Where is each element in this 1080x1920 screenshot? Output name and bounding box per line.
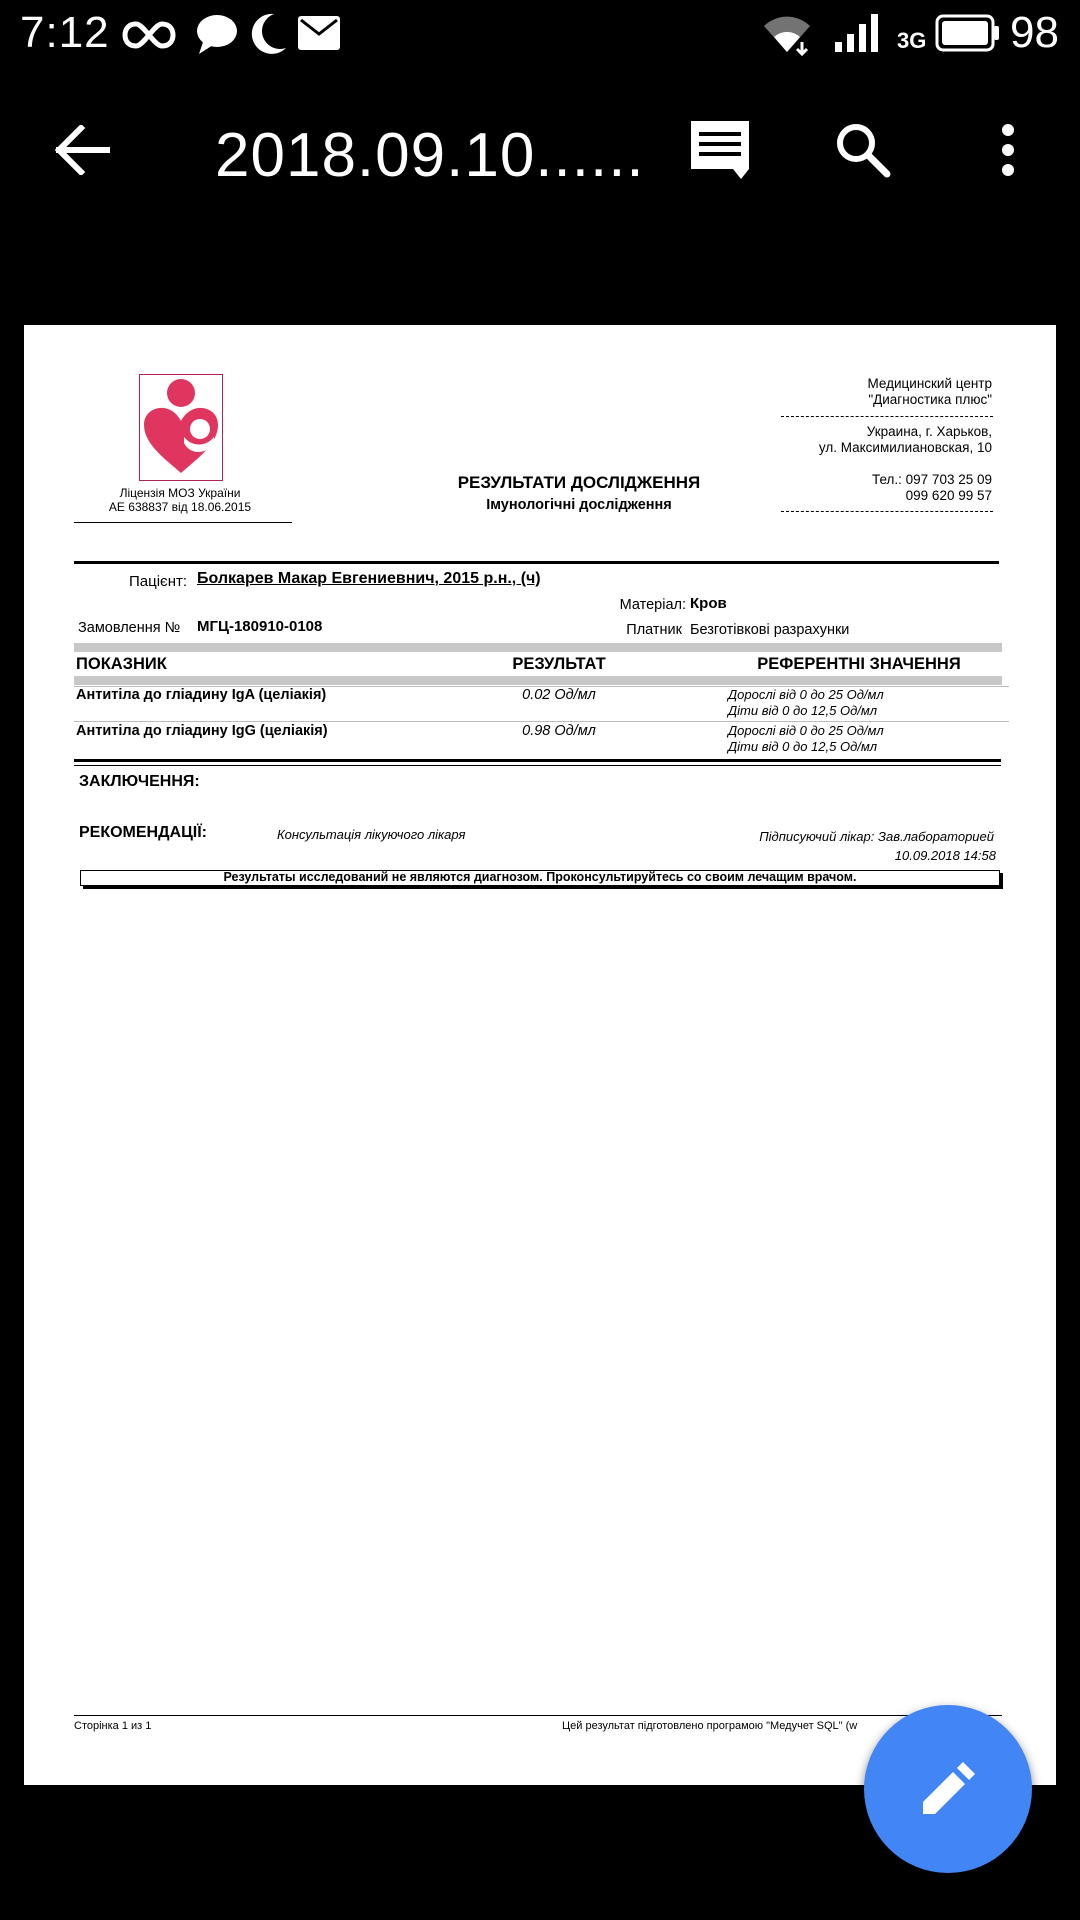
conclusion-label: ЗАКЛЮЧЕННЯ: <box>79 773 200 790</box>
material-value: Кров <box>690 595 727 612</box>
material-label: Матеріал: <box>619 597 686 613</box>
row-2-indicator: Антитіла до гліадину IgG (целіакія) <box>76 723 328 739</box>
header-rule <box>74 561 999 564</box>
signed-datetime: 10.09.2018 14:58 <box>894 848 996 863</box>
order-value: МГЦ-180910-0108 <box>197 618 323 635</box>
row-1-result: 0.02 Од/мл <box>522 687 596 703</box>
clinic-logo <box>139 374 223 481</box>
license-line-2: АЕ 638837 від 18.06.2015 <box>108 500 252 514</box>
row-1-indicator: Антитіла до гліадину IgA (целіакія) <box>76 687 327 703</box>
footer-rule <box>74 1715 1002 1716</box>
status-time: 7:12 <box>20 8 110 57</box>
clinic-divider-1 <box>781 416 993 417</box>
footer-page-number: Сторінка 1 из 1 <box>74 1720 152 1732</box>
search-button[interactable] <box>818 105 908 195</box>
column-header-indicator: ПОКАЗНИК <box>76 655 167 673</box>
column-header-reference: РЕФЕРЕНТНІ ЗНАЧЕННЯ <box>757 655 961 673</box>
moon-icon <box>248 12 288 61</box>
row-2-ref-child: Діти від 0 до 12,5 Од/мл <box>728 739 878 754</box>
row-2-ref-adult: Дорослі від 0 до 25 Од/мл <box>728 723 884 738</box>
infinity-icon <box>122 20 176 55</box>
table-bottom-rule-thin <box>74 765 1001 766</box>
more-vert-icon <box>1000 122 1016 178</box>
license-line-1: Ліцензія МОЗ України <box>119 486 241 500</box>
order-label: Замовлення № <box>78 620 181 636</box>
report-title: РЕЗУЛЬТАТИ ДОСЛІДЖЕННЯ <box>457 473 701 492</box>
address-line-1: Украина, г. Харьков, <box>866 424 992 439</box>
row-1-ref-child: Діти від 0 до 12,5 Од/мл <box>728 703 878 718</box>
clinic-brand: "Диагностика плюс" <box>868 392 992 407</box>
battery-icon <box>935 14 1001 57</box>
edit-fab-button[interactable] <box>864 1705 1032 1873</box>
network-type-label: 3G <box>897 28 927 53</box>
app-bar <box>0 70 1080 230</box>
recommendations-value: Консультація лікуючого лікаря <box>277 827 466 842</box>
mother-child-heart-icon <box>140 375 222 480</box>
back-button[interactable] <box>38 105 128 195</box>
footer-program-note: Цей результат підготовлено програмою "Медучет SQL" (w <box>562 1720 858 1732</box>
license-underline <box>74 522 292 523</box>
status-bar <box>0 0 1080 70</box>
signing-doctor: Підписуючий лікар: Зав.лабораторией <box>759 829 994 844</box>
payer-value: Безготівкові разрахунки <box>690 622 850 638</box>
comments-icon <box>689 119 751 181</box>
column-header-result: РЕЗУЛЬТАТ <box>512 655 606 673</box>
table-bottom-rule <box>74 759 1001 762</box>
comments-button[interactable] <box>675 105 765 195</box>
table-header-band <box>74 676 1002 685</box>
clinic-name: Медицинский центр <box>867 376 992 391</box>
document-title: 2018.09.10...... <box>215 121 645 190</box>
signal-icon <box>835 12 885 57</box>
disclaimer-text: Результаты исследований не являются диагнозом. Проконсультируйтесь со своим лечащим врачом. <box>223 870 857 884</box>
disclaimer-box <box>80 870 1000 886</box>
clinic-divider-2 <box>781 511 993 512</box>
row-1-divider <box>74 721 1009 722</box>
row-1-ref-adult: Дорослі від 0 до 25 Од/мл <box>728 687 884 702</box>
payer-label: Платник <box>626 622 682 638</box>
report-subtitle: Імунологічні дослідження <box>486 497 672 513</box>
recommendations-label: РЕКОМЕНДАЦІЇ: <box>79 824 207 841</box>
phone-2: 099 620 99 57 <box>905 488 992 503</box>
more-options-button[interactable] <box>963 105 1053 195</box>
chat-bubble-icon <box>195 12 239 61</box>
address-line-2: ул. Максимилиановская, 10 <box>818 440 992 455</box>
wifi-icon <box>762 12 812 61</box>
row-2-result: 0.98 Од/мл <box>522 723 596 739</box>
document-page[interactable] <box>24 325 1056 1785</box>
table-top-band <box>74 643 1002 652</box>
back-arrow-icon <box>55 125 111 175</box>
edit-pencil-icon <box>919 1760 977 1818</box>
patient-value: Болкарев Макар Евгениевнич, 2015 р.н., (ч) <box>197 570 541 587</box>
battery-level: 98 <box>1010 8 1059 57</box>
search-icon <box>835 122 891 178</box>
phone-1: Тел.: 097 703 25 09 <box>871 472 992 487</box>
mail-icon <box>298 16 340 55</box>
patient-label: Пацієнт: <box>129 573 188 590</box>
